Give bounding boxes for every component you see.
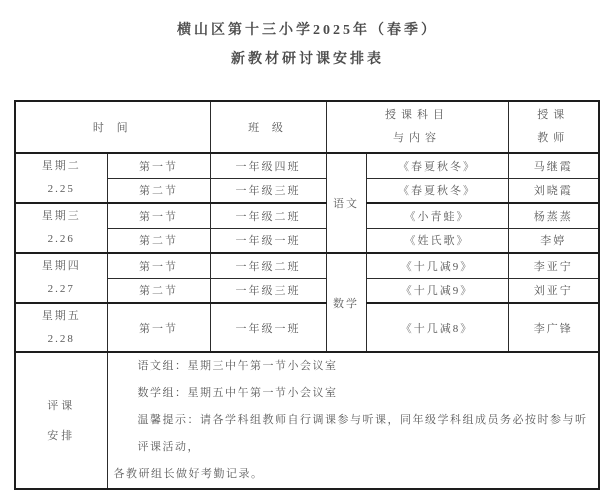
header-teacher-line2: 教师 (537, 132, 570, 144)
class-cell: 一年级二班 (210, 253, 326, 278)
page-title-line2: 新教材研讨课安排表 (231, 52, 384, 67)
content-cell: 《春夏秋冬》 (366, 178, 508, 203)
notice-line1: 温馨提示：请各学科组教师自行调课参与听课，同年级学科组成员务必按时参与听评课活动， (137, 414, 588, 453)
document-title-block (0, 0, 615, 74)
header-teacher-line1: 授课 (537, 109, 570, 121)
content-cell: 《春夏秋冬》 (366, 153, 508, 178)
period-cell: 第二节 (107, 278, 210, 303)
review-arrangement-label (15, 352, 107, 489)
class-cell: 一年级一班 (210, 228, 326, 253)
subject-cell-math: 数学 (326, 253, 366, 352)
table-row (15, 203, 599, 228)
subject-cell-chinese: 语文 (326, 153, 366, 253)
table-row (15, 253, 599, 278)
review-arrangement-content (107, 352, 599, 489)
schedule-table (14, 100, 600, 490)
day-cell-thursday (15, 253, 107, 303)
day-name: 星期二 (41, 160, 81, 172)
chinese-group-note: 语文组：星期三中午第一节小会议室 (137, 360, 338, 372)
period-cell: 第一节 (107, 203, 210, 228)
content-cell: 《小青蛙》 (366, 203, 508, 228)
day-name: 星期四 (41, 260, 81, 272)
day-name: 星期三 (41, 210, 81, 222)
header-time: 时 间 (15, 101, 210, 153)
class-cell: 一年级四班 (210, 153, 326, 178)
footer-row (15, 352, 599, 489)
day-date: 2.27 (47, 283, 75, 295)
period-cell: 第二节 (107, 228, 210, 253)
teacher-cell: 马继霞 (508, 153, 599, 178)
day-date: 2.26 (47, 233, 75, 245)
content-cell: 《十几减9》 (366, 253, 508, 278)
header-teacher (508, 101, 599, 153)
period-cell: 第二节 (107, 178, 210, 203)
teacher-cell: 李广锋 (508, 303, 599, 352)
header-row (15, 101, 599, 153)
class-cell: 一年级三班 (210, 178, 326, 203)
notice-line2: 各教研组长做好考勤记录。 (113, 468, 264, 480)
review-label-line2: 安排 (47, 429, 76, 442)
content-cell: 《姓氏歌》 (366, 228, 508, 253)
class-cell: 一年级二班 (210, 203, 326, 228)
day-name: 星期五 (41, 309, 81, 322)
period-cell: 第一节 (107, 303, 210, 352)
table-row (15, 153, 599, 178)
header-subject-line2: 与内容 (393, 132, 441, 144)
class-cell: 一年级三班 (210, 278, 326, 303)
teacher-cell: 李亚宁 (508, 253, 599, 278)
math-group-note: 数学组：星期五中午第一节小会议室 (137, 387, 338, 399)
day-cell-friday (15, 303, 107, 352)
header-class: 班 级 (210, 101, 326, 153)
period-cell: 第一节 (107, 153, 210, 178)
day-cell-tuesday (15, 153, 107, 203)
period-cell: 第一节 (107, 253, 210, 278)
class-cell: 一年级一班 (210, 303, 326, 352)
content-cell: 《十几减9》 (366, 278, 508, 303)
day-cell-wednesday (15, 203, 107, 253)
review-label-line1: 评课 (47, 399, 76, 412)
teacher-cell: 刘亚宁 (508, 278, 599, 303)
header-subject-line1: 授课科目 (385, 109, 449, 121)
teacher-cell: 李婷 (508, 228, 599, 253)
header-subject-content (326, 101, 508, 153)
day-date: 2.25 (47, 183, 75, 195)
content-cell: 《十几减8》 (366, 303, 508, 352)
teacher-cell: 杨蒸蒸 (508, 203, 599, 228)
table-row (15, 303, 599, 352)
teacher-cell: 刘晓霞 (508, 178, 599, 203)
page-title-line1: 横山区第十三小学2025年（春季） (177, 23, 438, 38)
day-date: 2.28 (47, 332, 75, 345)
